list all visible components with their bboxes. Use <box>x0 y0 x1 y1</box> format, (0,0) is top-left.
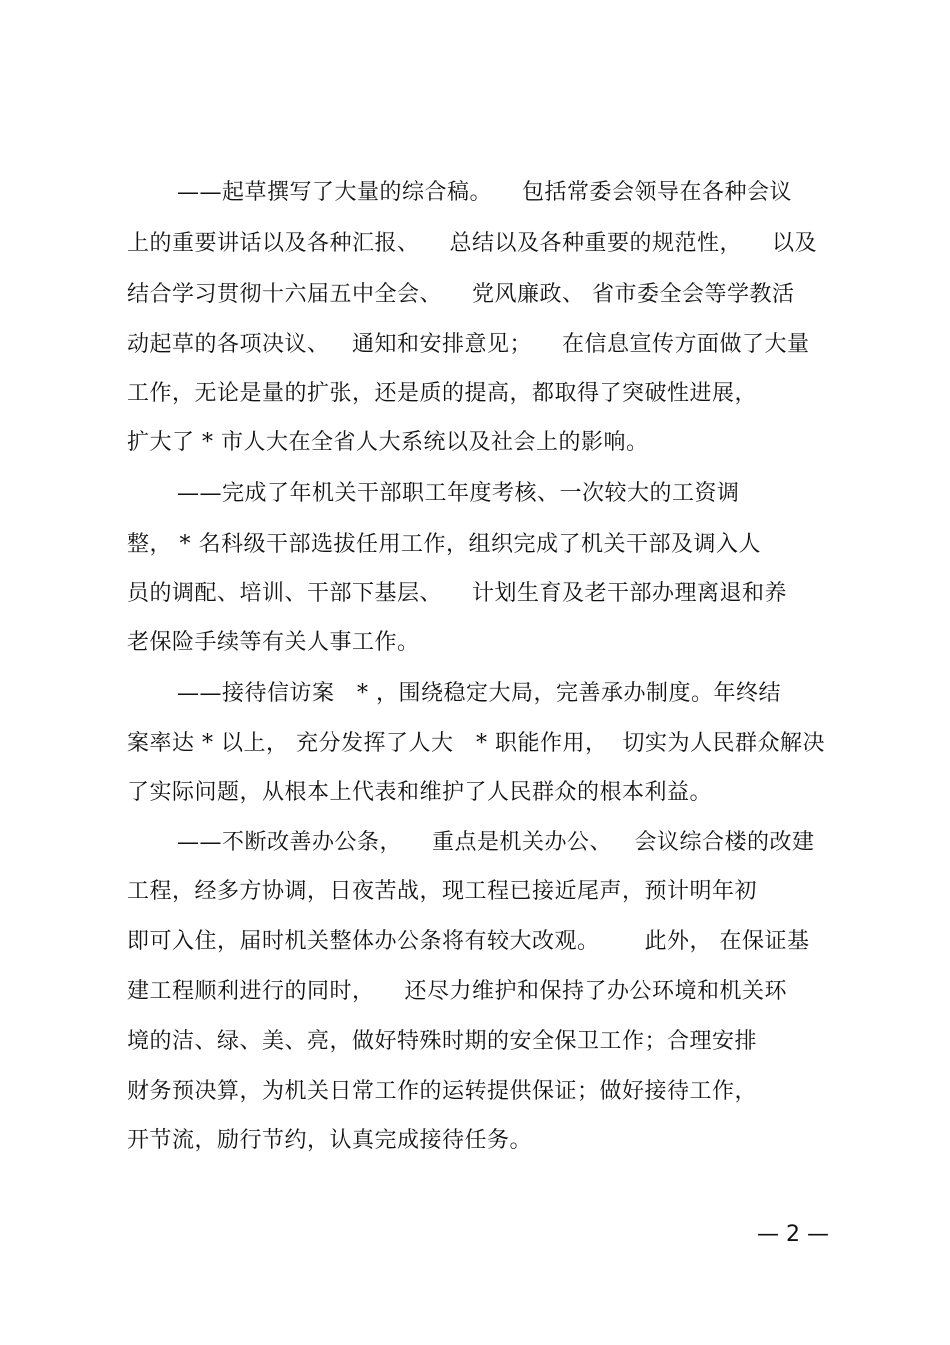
text-line: 结合学习贯彻十六届五中全会、 党风廉政、 省市委全会等学教活 <box>127 282 795 307</box>
text-line: 整， * 名科级干部选拔任用工作，组织完成了机关干部及调入人 <box>127 532 761 557</box>
text-line: ——接待信访案 * ，围绕稳定大局，完善承办制度。年终结 <box>177 681 781 706</box>
text-line: ——起草撰写了大量的综合稿。 包括常委会领导在各种会议 <box>177 180 792 205</box>
text-line: 上的重要讲话以及各种汇报、 总结以及各种重要的规范性， 以及 <box>127 231 817 256</box>
text-line: 境的洁、绿、美、亮，做好特殊时期的安全保卫工作；合理安排 <box>127 1029 758 1054</box>
text-line: 建工程顺利进行的同时， 还尽力维护和保持了办公环境和机关环 <box>127 979 787 1004</box>
text-line: 员的调配、培训、干部下基层、 计划生育及老干部办理离退和养 <box>127 581 787 606</box>
page-number: — 2 — <box>757 1222 829 1247</box>
text-line: 财务预决算，为机关日常工作的运转提供保证；做好接待工作， <box>127 1079 758 1104</box>
text-line: 老保险手续等有关人事工作。 <box>127 630 420 655</box>
text-line: 工程，经多方协调，日夜苦战，现工程已接近尾声，预计明年初 <box>127 879 758 904</box>
text-line: 即可入住，届时机关整体办公条将有较大改观。 此外， 在保证基 <box>127 929 810 954</box>
text-line: 了实际问题，从根本上代表和维护了人民群众的根本利益。 <box>127 780 713 805</box>
text-line: 动起草的各项决议、 通知和安排意见； 在信息宣传方面做了大量 <box>127 332 810 357</box>
text-line: 开节流，励行节约，认真完成接待任务。 <box>127 1128 533 1153</box>
text-line: 扩大了 * 市人大在全省人大系统以及社会上的影响。 <box>127 430 649 455</box>
text-line: 案率达 * 以上， 充分发挥了人大 * 职能作用， 切实为人民群众解决 <box>127 731 825 756</box>
text-line: 工作，无论是量的扩张，还是质的提高，都取得了突破性进展， <box>127 381 758 406</box>
text-line: ——完成了年机关干部职工年度考核、一次较大的工资调 <box>177 481 740 506</box>
text-line: ——不断改善办公条， 重点是机关办公、 会议综合楼的改建 <box>177 830 815 855</box>
